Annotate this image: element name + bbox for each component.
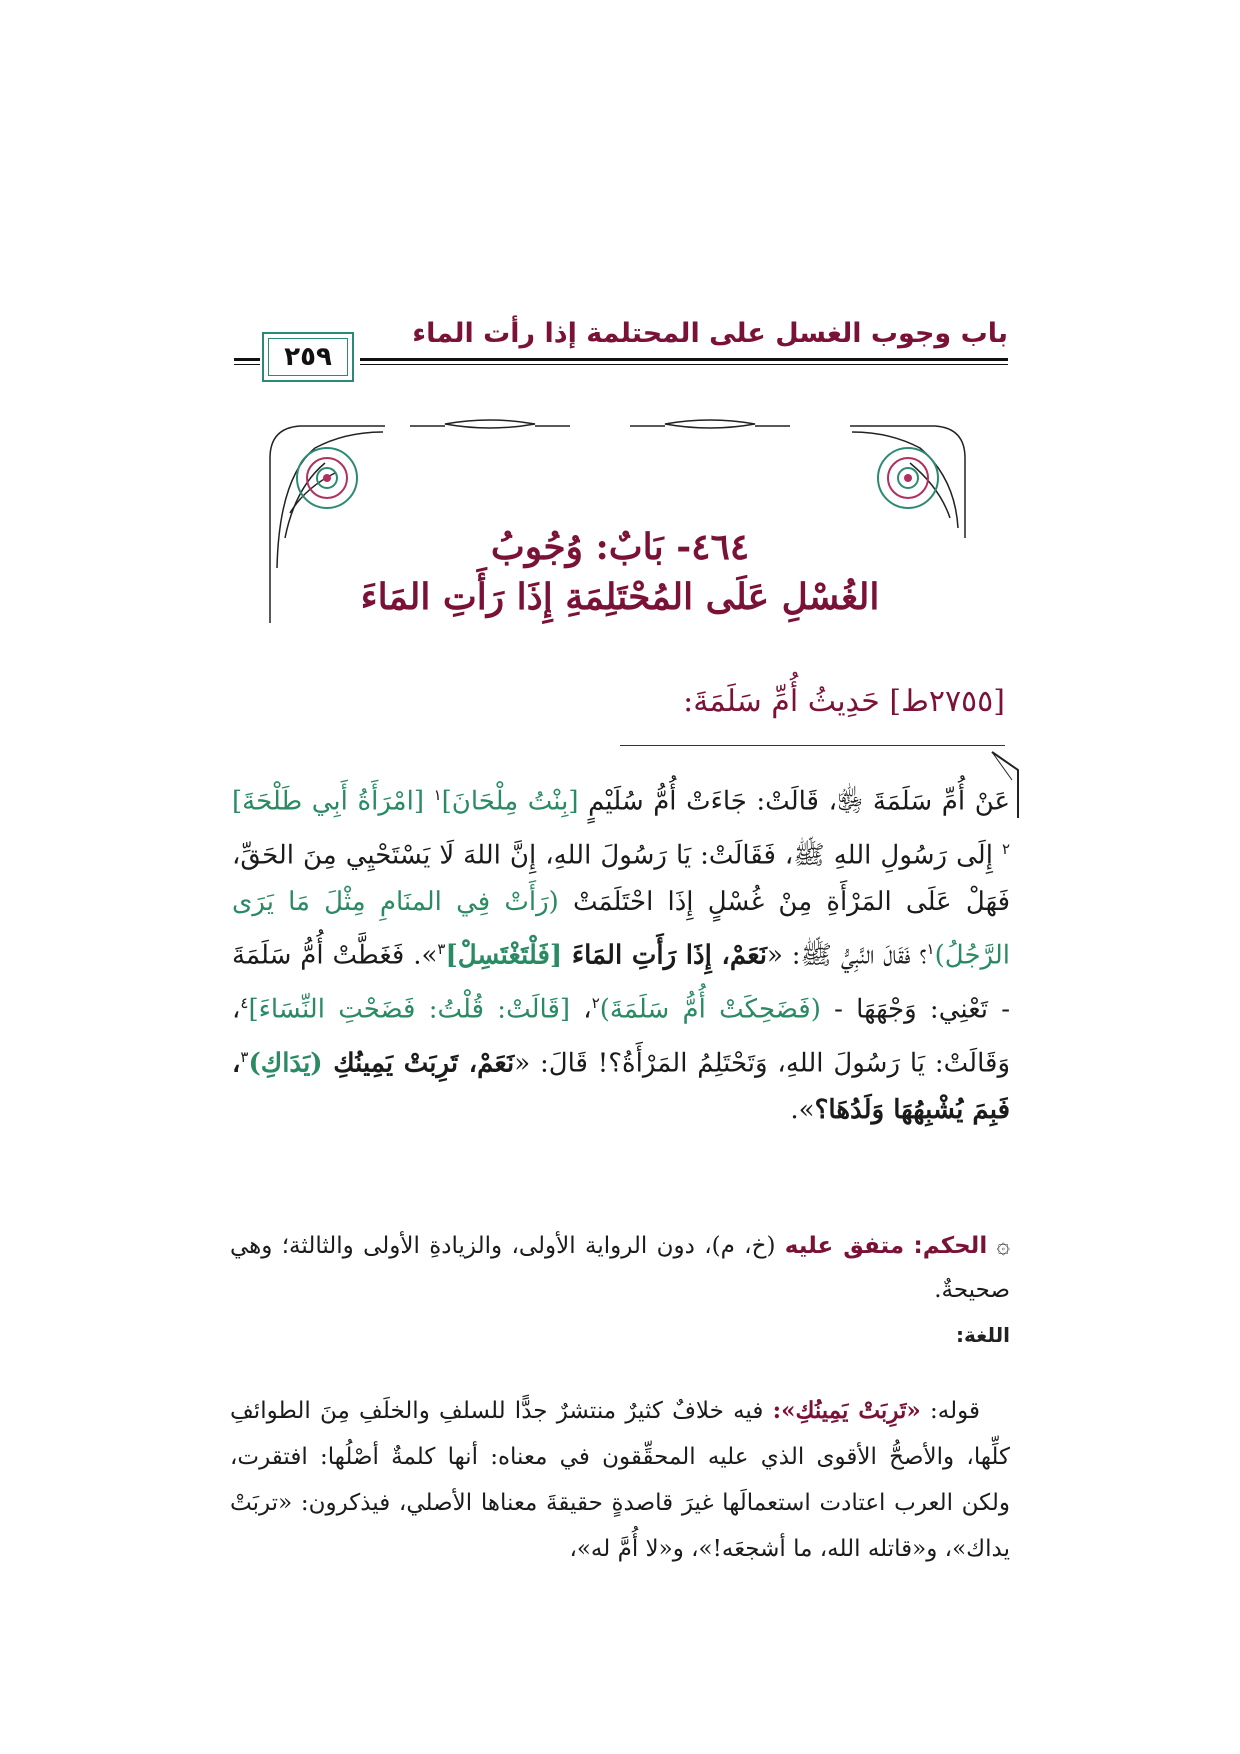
ruling-text: (خ، م)، دون الرواية الأولى، والزيادةِ الأولى والثالثة؛ وهي صحيحةٌ.	[230, 1233, 1010, 1303]
ruling-tag: الحكم:	[913, 1233, 988, 1259]
ruling-icon: ۞	[987, 1233, 1011, 1259]
variant-1: (رَأَتْ فِي المنَامِ مِثْلَ مَا يَرَى الرَّجُلُ)	[232, 887, 1011, 971]
comment-text: فيه خلافٌ كثيرٌ منتشرٌ جدًّا للسلفِ والخلَفِ مِنَ الطوائفِ كلِّها، والأصحُّ الأقوى الذي عليه المحقِّقون في معناه: أنها كلمةٌ أصْلُها: افتقرت، ولكن العرب اعتادت استعمالَها غيرَ قاصدةٍ حقيقةَ معناها الأصلي، فيذكرون: «تربَتْ يداك»، و«قاتله الله، ما أشجعَه!»، و«لا أُمَّ له»،	[230, 1398, 1010, 1562]
ruling-agreed: متفق عليه	[784, 1233, 905, 1259]
header-rule-thin	[360, 364, 1008, 365]
footnote-5: ٢	[591, 993, 600, 1012]
header-rule-left-thin	[234, 364, 260, 365]
chapter-title	[0, 522, 1240, 622]
header-rule	[360, 358, 1008, 361]
addition-1: [بِنْتُ مِلْحَانَ]	[441, 786, 579, 817]
language-heading: اللغة:	[956, 1323, 1010, 1347]
footnote-6: ٤	[240, 993, 249, 1012]
hadith-part: ؟ فَقَالَ النَّبِيُّ ﷺ: «	[767, 940, 927, 971]
heading-rule	[620, 745, 1005, 746]
footnote-7: ٣	[240, 1047, 249, 1066]
footnote-4: ٣	[437, 940, 446, 959]
hadith-part: ، وَقَالَتْ: يَا رَسُولَ اللهِ، وَتَحْتَلِمُ المَرْأَةُ؟! قَالَ: «	[232, 994, 1010, 1079]
comment-lead: قوله:	[920, 1398, 980, 1424]
addition-3: [فَلْتَغْتَسِلْ]	[445, 940, 572, 971]
prophet-speech-2: نَعَمْ، تَرِبَتْ يَمِينُكِ	[322, 1048, 515, 1079]
footnote-1: ١	[433, 786, 442, 804]
rosette-right	[878, 448, 938, 508]
center-ornament	[410, 420, 790, 428]
prophet-speech: نَعَمْ، إِذَا رَأَتِ المَاءَ	[571, 940, 767, 971]
page-number: ٢٥٩	[284, 342, 332, 372]
footnote-2: ٢	[1001, 839, 1010, 858]
header-rule-left	[234, 358, 260, 361]
chapter-title-line2: الغُسْلِ عَلَى المُحْتَلِمَةِ إِذَا رَأَتِ المَاءَ	[360, 576, 880, 618]
hadith-heading: [٢٧٥٥ط] حَدِيثُ أُمِّ سَلَمَةَ:	[683, 684, 1005, 719]
footnote-3: ١	[926, 940, 935, 959]
chapter-title-line1: ٤٦٤- بَابٌ: وُجُوبُ	[490, 526, 750, 568]
ruling-paragraph	[230, 1224, 1010, 1312]
page-number-box	[262, 332, 354, 382]
hadith-part: ».	[790, 1095, 815, 1126]
addition-2: [امْرَأَةُ أَبِي طَلْحَةَ]	[232, 786, 434, 817]
hadith-part: عَنْ أُمِّ سَلَمَةَ ﵂، قَالَتْ: جَاءَتْ أُمُّ سُلَيْمٍ	[578, 786, 1011, 817]
hadith-text	[232, 772, 1010, 1134]
hadith-part: إِلَى رَسُولِ اللهِ ﷺ، فَقَالَتْ: يَا رَسُولَ اللهِ، إِنَّ اللهَ لَا يَسْتَحْيِي مِنَ الحَقِّ، فَهَلْ عَلَى المَرْأَةِ مِنْ غُسْلٍ إِذَا احْتَلَمَتْ	[232, 840, 1011, 918]
commentary-paragraph	[230, 1388, 1010, 1572]
prophet-speech-3: ، فَبِمَ يُشْبِهُهَا وَلَدُهَا؟	[232, 1048, 1010, 1126]
page-header	[0, 318, 1240, 378]
variant-2: (فَضَحِكَتْ أُمُّ سَلَمَةَ)	[599, 994, 821, 1025]
comment-keyword: «تَرِبَتْ يَمِينُكِ»:	[772, 1397, 921, 1424]
hadith-part: ». فَغَطَّتْ أُمُّ سَلَمَةَ - تَعْنِي: وَجْهَهَا -	[232, 940, 1011, 1025]
addition-4: [قَالَتْ: قُلْتُ: فَضَحْتِ النِّسَاءَ]	[248, 994, 571, 1025]
variant-3: (يَدَاكِ)	[248, 1048, 323, 1079]
hadith-part: ،	[570, 994, 592, 1025]
rosette-left	[297, 448, 357, 508]
running-title: باب وجوب الغسل على المحتلمة إذا رأت الماء	[412, 318, 1008, 349]
